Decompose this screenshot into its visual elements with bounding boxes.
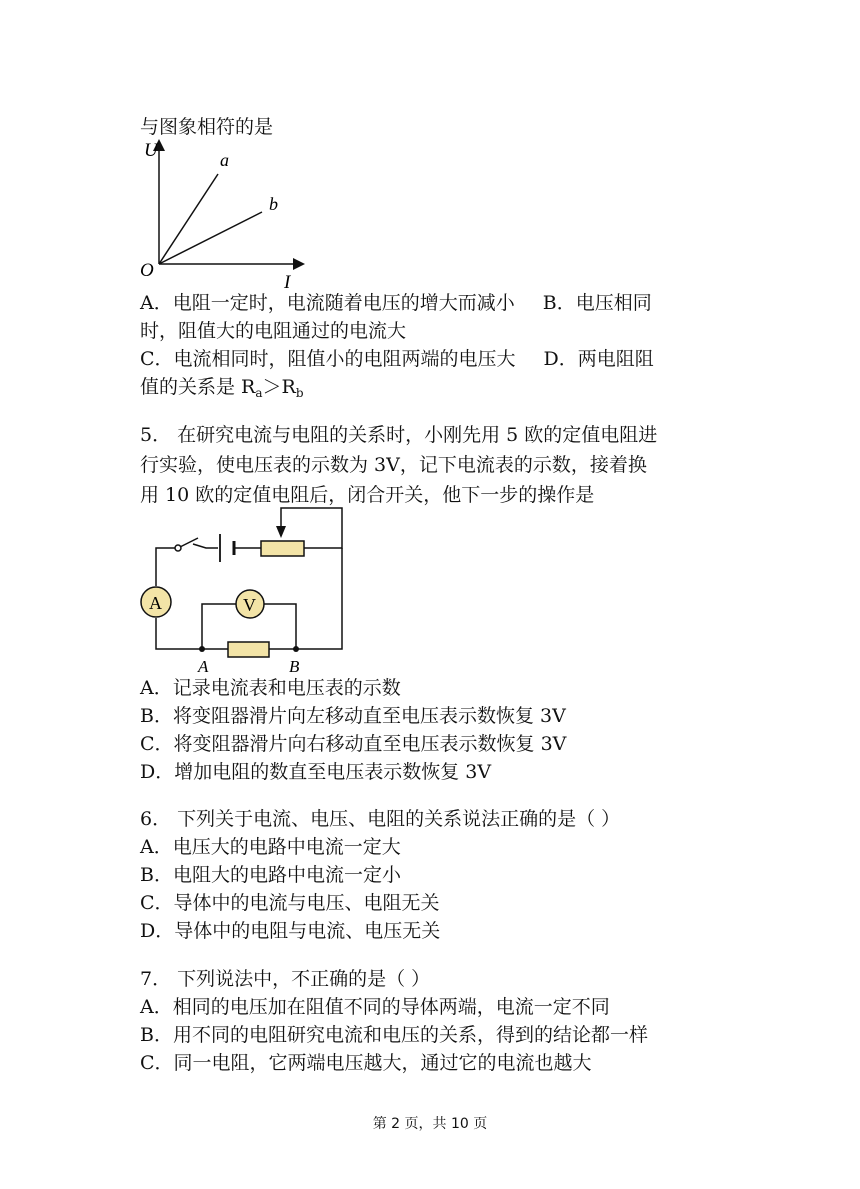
q5-option-c: C．将变阻器滑片向右移动直至电压表示数恢复 3V — [140, 733, 567, 755]
x-axis-label: I — [284, 272, 291, 290]
q4-option-d: D．两电阻阻 — [543, 348, 654, 370]
q7-option-a: A．相同的电压加在阻值不同的导体两端，电流一定不同 — [140, 996, 610, 1018]
q4-option-a: A．电阻一定时，电流随着电压的增大而减小 — [140, 292, 515, 314]
q7-option-c: C．同一电阻，它两端电压越大，通过它的电流也越大 — [140, 1052, 592, 1074]
q6-option-a: A．电压大的电路中电流一定大 — [140, 836, 401, 858]
line-a — [159, 174, 218, 264]
q5-stem-2: 行实验，使电压表的示数为 3V，记下电流表的示数，接着换 — [140, 454, 647, 476]
q5-option-a: A．记录电流表和电压表的示数 — [140, 677, 401, 699]
node-a-dot — [199, 646, 205, 652]
q4-option-a-line — [140, 290, 652, 316]
voltmeter-label: V — [243, 595, 256, 615]
line-b — [159, 212, 262, 264]
node-b-label: B — [289, 657, 300, 674]
q5-stem-1: 5． 在研究电流与电阻的关系时，小刚先用 5 欧的定值电阻进 — [140, 424, 658, 446]
u-i-graph — [138, 138, 308, 290]
rheostat-slider-arrow — [276, 526, 286, 538]
line-b-label: b — [269, 194, 278, 214]
q4-option-b: B．电压相同 — [542, 292, 652, 314]
q7-stem: 7． 下列说法中，不正确的是（ ） — [140, 968, 431, 990]
line-a-label: a — [220, 150, 229, 170]
node-a-label: A — [198, 657, 209, 674]
q4-option-d-cont: 值的关系是 $R_a>R_b$ — [140, 376, 304, 400]
q4-option-c: C．电流相同时，阻值小的电阻两端的电压大 — [140, 348, 516, 370]
q5-option-d: D．增加电阻的数直至电压表示数恢复 3V — [140, 761, 492, 783]
q5-stem-3: 用 10 欧的定值电阻后，闭合开关，他下一步的操作是 — [140, 484, 595, 506]
ammeter-label: A — [149, 593, 162, 613]
q4-option-b-cont: 时，阻值大的电阻通过的电流大 — [140, 320, 407, 342]
fixed-resistor — [228, 642, 269, 657]
q6-option-d: D．导体中的电阻与电流、电压无关 — [140, 920, 441, 942]
q4-option-c-line — [140, 346, 654, 372]
q6-stem: 6． 下列关于电流、电压、电阻的关系说法正确的是（ ） — [140, 808, 621, 830]
switch-contact — [175, 545, 181, 551]
origin-label: O — [140, 260, 154, 281]
q5-option-b: B．将变阻器滑片向左移动直至电压表示数恢复 3V — [140, 705, 566, 727]
q4-stem-tail: 与图象相符的是 — [140, 116, 274, 138]
y-axis-label: U — [144, 140, 158, 161]
q6-option-b: B．电阻大的电路中电流一定小 — [140, 864, 401, 886]
q6-option-c: C．导体中的电流与电压、电阻无关 — [140, 892, 440, 914]
node-b-dot — [293, 646, 299, 652]
rheostat — [261, 541, 304, 556]
switch-lever — [180, 538, 198, 547]
circuit-diagram — [136, 504, 350, 674]
page-footer: 第 2 页，共 10 页 — [372, 1116, 488, 1132]
q7-option-b: B．用不同的电阻研究电流和电压的关系，得到的结论都一样 — [140, 1024, 648, 1046]
